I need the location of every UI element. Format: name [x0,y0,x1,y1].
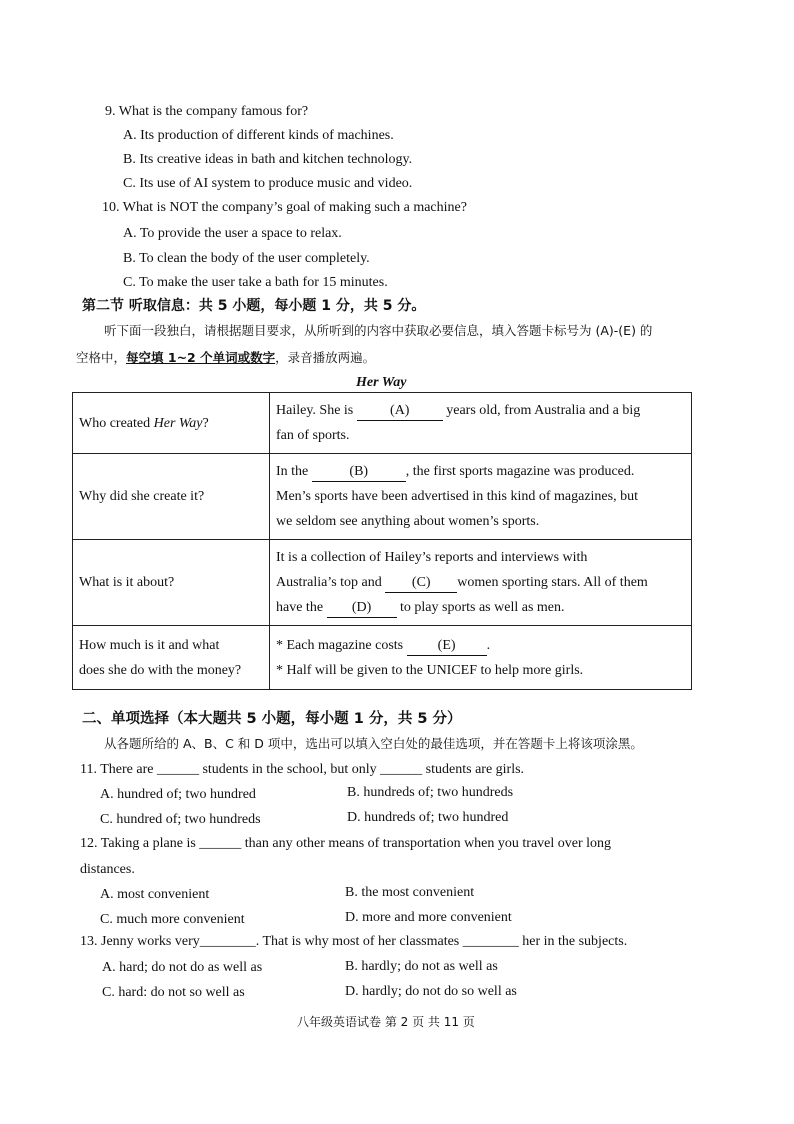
table-title: Her Way [356,375,407,390]
question-11-option-a: A. hundred of; two hundred [100,787,256,802]
part-2-heading: 二、单项选择（本大题共 5 小题，每小题 1 分，共 5 分） [82,711,462,727]
question-cell: What is it about? [73,540,270,626]
question-12-stem: 12. Taking a plane is ______ than any other means of transportation when you travel over long [80,836,612,851]
question-text: does she do with the money? [79,662,242,678]
question-cell: Why did she create it? [73,454,270,540]
question-text: Who created [79,415,154,431]
question-13-stem: 13. Jenny works very________. That is why most of her classmates ________ her in the subjects. [80,934,628,949]
answer-text: years old, from Australia and a big [442,403,641,418]
answer-text: Hailey. She is [276,403,357,418]
question-10-option-a: A. To provide the user a space to relax. [123,226,342,241]
question-12-option-c: C. much more convenient [100,912,245,927]
blank-c[interactable]: (C) [385,574,457,593]
question-12-stem-continued: distances. [80,862,135,877]
answer-cell [270,393,692,454]
blank-b[interactable]: (B) [312,463,406,482]
answer-text: In the [276,464,312,479]
answer-text: * Each magazine costs [276,637,407,653]
question-cell [73,393,270,454]
question-13-option-b: B. hardly; do not as well as [345,959,498,974]
page-footer: 八年级英语试卷 第 2 页 共 11 页 [297,1015,475,1029]
instruction-suffix: ，录音播放两遍。 [275,350,376,365]
question-11-stem: 11. There are ______ students in the school, but only ______ students are girls. [80,762,525,777]
section-2-heading: 第二节 听取信息：共 5 小题，每小题 1 分，共 5 分。 [82,298,426,314]
part-2-instruction: 从各题所给的 A、B、C 和 D 项中，选出可以填入空白处的最佳选项，并在答题卡上将该项涂黑。 [104,736,643,751]
blank-d[interactable]: (D) [327,599,397,618]
answer-cell [270,626,692,690]
question-11-option-c: C. hundred of; two hundreds [100,812,261,827]
table-row [73,454,692,540]
section-2-instruction-line-2 [76,350,375,365]
answer-text: have the [276,600,327,615]
answer-text: , the first sports magazine was produced. [405,464,635,479]
table-row [73,540,692,626]
answer-text: fan of sports. [276,428,350,443]
table-row [73,626,692,690]
question-text: How much is it and what [79,637,220,653]
answer-text: . [486,637,491,653]
question-11-option-d: D. hundreds of; two hundred [347,810,509,825]
question-13-option-c: C. hard: do not so well as [102,985,245,1000]
answer-text: women sporting stars. All of them [457,575,648,590]
blank-a[interactable]: (A) [357,402,443,421]
answer-text: to play sports as well as men. [396,600,565,615]
answer-text: It is a collection of Hailey’s reports and interviews with [276,550,588,565]
instruction-prefix: 空格中， [76,350,127,365]
question-9-option-a: A. Its production of different kinds of machines. [123,128,394,143]
instruction-emphasis: 每空填 1~2 个单词或数字 [126,350,276,365]
answer-text: Men’s sports have been advertised in this kind of magazines, but [276,489,638,504]
question-punct: ? [202,415,209,431]
question-11-option-b: B. hundreds of; two hundreds [347,785,514,800]
question-cell [73,626,270,690]
answer-cell [270,540,692,626]
question-12-option-a: A. most convenient [100,887,210,902]
question-13-option-d: D. hardly; do not do so well as [345,984,517,999]
answer-text: * Half will be given to the UNICEF to help more girls. [276,662,584,678]
answer-text: Australia’s top and [276,575,386,590]
question-9-stem: 9. What is the company famous for? [105,104,309,119]
question-9-option-b: B. Its creative ideas in bath and kitchen technology. [123,152,413,167]
question-9-option-c: C. Its use of AI system to produce music and video. [123,176,413,191]
question-emphasis: Her Way [153,415,203,431]
question-10-stem: 10. What is NOT the company’s goal of making such a machine? [102,200,467,215]
section-2-instruction-line-1: 听下面一段独白，请根据题目要求，从所听到的内容中获取必要信息，填入答题卡标号为 (A)-(E) 的 [104,323,653,338]
table-row [73,393,692,454]
question-10-option-b: B. To clean the body of the user completely. [123,251,370,266]
question-12-option-b: B. the most convenient [345,885,475,900]
blank-e[interactable]: (E) [407,637,487,656]
question-12-option-d: D. more and more convenient [345,910,512,925]
question-10-option-c: C. To make the user take a bath for 15 minutes. [123,275,388,290]
question-13-option-a: A. hard; do not do as well as [102,960,263,975]
answer-cell [270,454,692,540]
her-way-table [72,392,692,690]
answer-text: we seldom see anything about women’s sports. [276,514,540,529]
